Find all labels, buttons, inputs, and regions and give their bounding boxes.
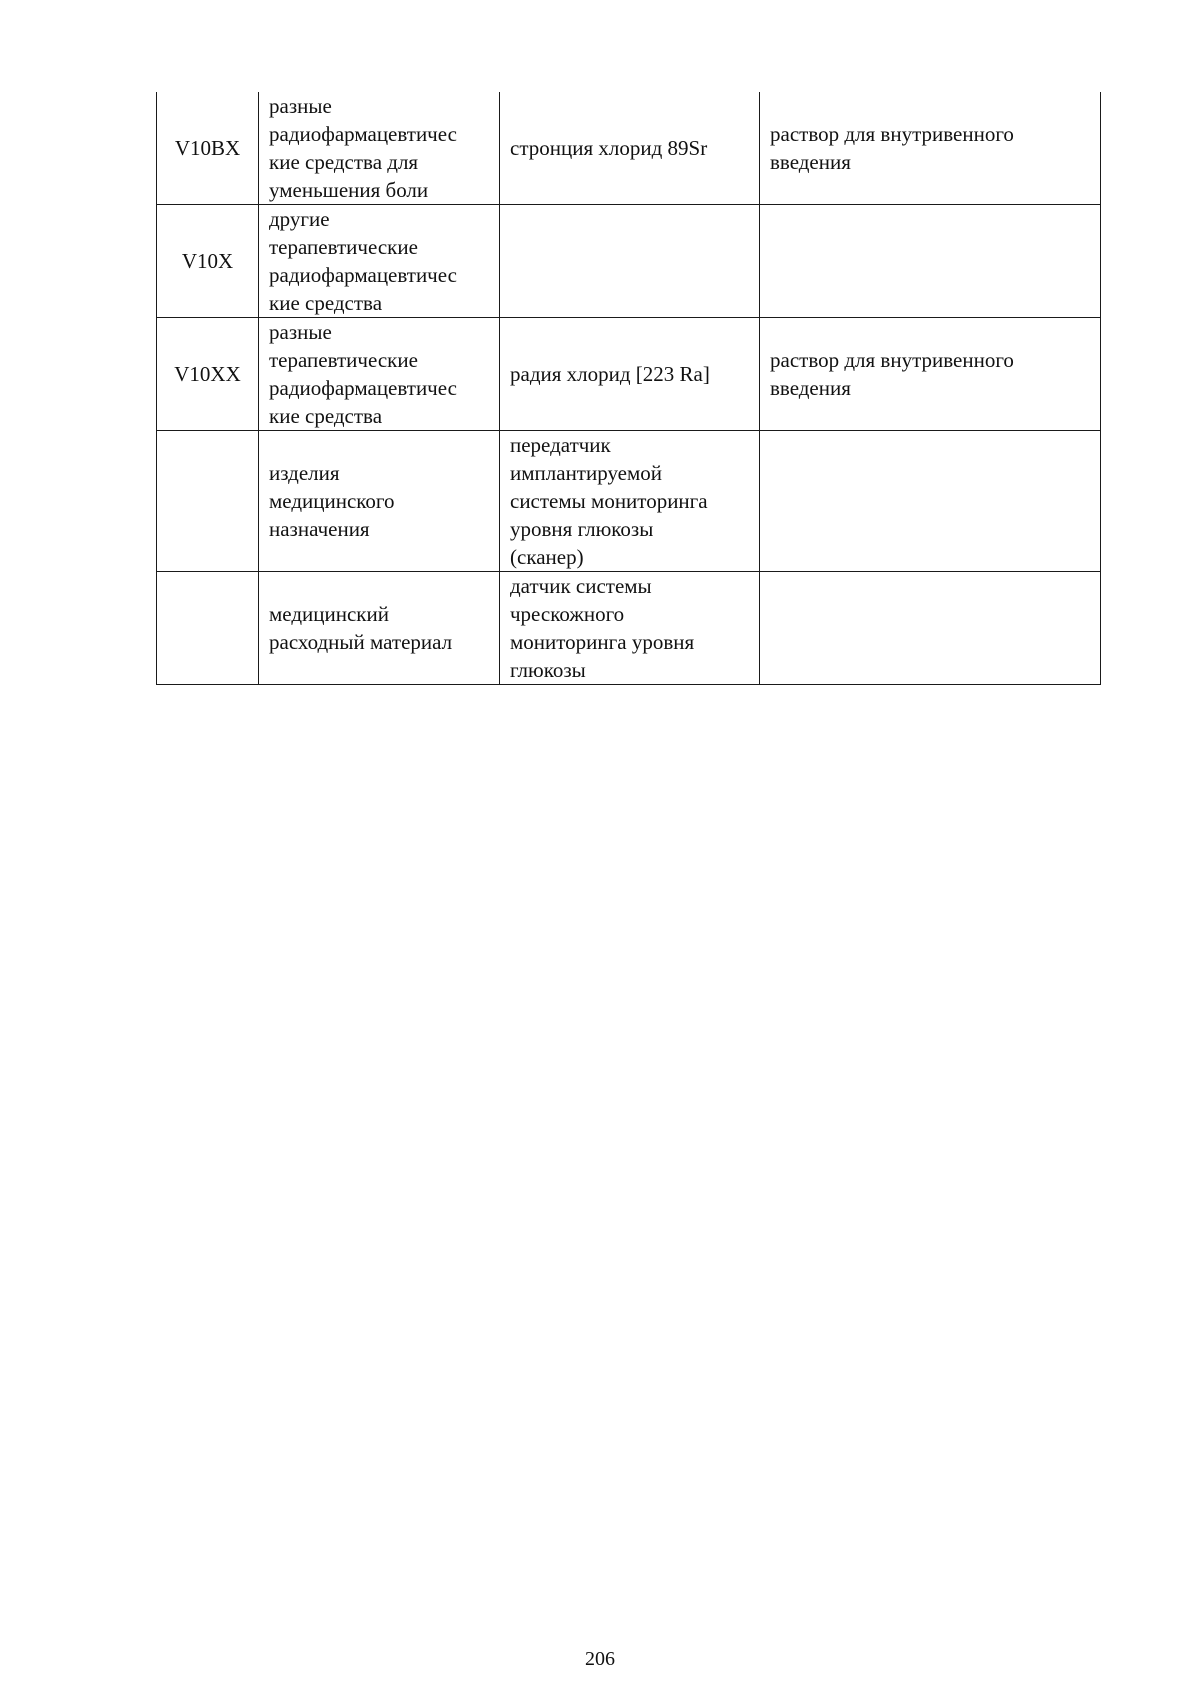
table-row bbox=[157, 431, 1101, 572]
drug-name-cell: стронция хлорид 89Sr bbox=[500, 92, 760, 205]
drug-name-cell: передатчик имплантируемой системы мониторинга уровня глюкозы (сканер) bbox=[500, 431, 760, 572]
page-number: 206 bbox=[585, 1648, 615, 1670]
atc-code-cell: V10BX bbox=[157, 92, 259, 205]
group-cell: другие терапевтические радиофармацевтичес кие средства bbox=[259, 205, 500, 318]
table-row bbox=[157, 318, 1101, 431]
atc-code-cell bbox=[157, 431, 259, 572]
atc-code-cell: V10XX bbox=[157, 318, 259, 431]
dosage-form-cell bbox=[760, 572, 1101, 685]
table-row bbox=[157, 205, 1101, 318]
dosage-form-cell: раствор для внутривенного введения bbox=[760, 318, 1101, 431]
drug-table bbox=[156, 92, 1101, 685]
dosage-form-cell: раствор для внутривенного введения bbox=[760, 92, 1101, 205]
atc-code-cell bbox=[157, 572, 259, 685]
group-cell: медицинский расходный материал bbox=[259, 572, 500, 685]
table-row bbox=[157, 572, 1101, 685]
atc-code-cell: V10X bbox=[157, 205, 259, 318]
drug-name-cell: радия хлорид [223 Ra] bbox=[500, 318, 760, 431]
group-cell: разные терапевтические радиофармацевтичес кие средства bbox=[259, 318, 500, 431]
dosage-form-cell bbox=[760, 431, 1101, 572]
group-cell: изделия медицинского назначения bbox=[259, 431, 500, 572]
group-cell: разные радиофармацевтичес кие средства для уменьшения боли bbox=[259, 92, 500, 205]
table-row bbox=[157, 92, 1101, 205]
dosage-form-cell bbox=[760, 205, 1101, 318]
drug-name-cell bbox=[500, 205, 760, 318]
drug-name-cell: датчик системы чрескожного мониторинга уровня глюкозы bbox=[500, 572, 760, 685]
